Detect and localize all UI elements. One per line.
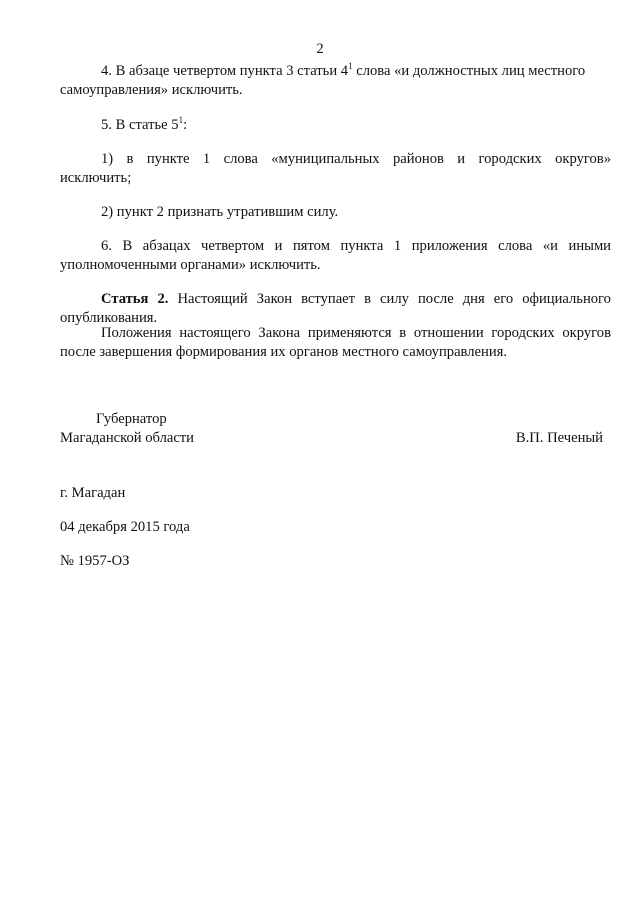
article-2-heading: Статья 2.: [101, 291, 169, 307]
article-2-line-2: опубликования.: [60, 310, 158, 326]
subitem-1-line-2: исключить;: [60, 170, 132, 186]
subitem-2: 2) пункт 2 признать утратившим силу.: [101, 204, 339, 220]
article-2-para-2-line-1: Положения настоящего Закона применяются в отношении городских округов: [101, 325, 611, 341]
footer-city: г. Магадан: [60, 485, 126, 501]
item-4-tail: слова «и должностных лиц местного: [352, 63, 586, 79]
item-4-text: 4. В абзаце четвертом пункта 3 статьи 4: [101, 63, 349, 79]
signature-position-line-1: Губернатор: [96, 411, 167, 427]
item-6-line-2: уполномоченными органами» исключить.: [60, 257, 321, 273]
page-number: 2: [316, 41, 324, 57]
article-2-text: Настоящий Закон вступает в силу после дня его официального: [168, 291, 611, 307]
signature-position-line-2: Магаданской области: [60, 430, 194, 446]
item-5: [101, 116, 187, 135]
item-4-line-2: самоуправления» исключить.: [60, 82, 243, 98]
footer-date: 04 декабря 2015 года: [60, 519, 190, 535]
item-4-line-1: [101, 62, 611, 81]
item-5-tail: :: [183, 117, 188, 133]
article-2-para-2-line-2: после завершения формирования их органов местного самоуправления.: [60, 344, 507, 360]
footer-number: № 1957-ОЗ: [60, 553, 130, 569]
item-5-superscript: 1: [178, 115, 184, 125]
article-2-line-1: [101, 290, 611, 309]
signature-name: В.П. Печеный: [515, 430, 603, 446]
item-5-text: 5. В статье 5: [101, 117, 179, 133]
item-4-superscript: 1: [348, 61, 353, 71]
subitem-1-line-1: 1) в пункте 1 слова «муниципальных районов и городских округов»: [101, 151, 611, 167]
item-6-line-1: 6. В абзацах четвертом и пятом пункта 1 приложения слова «и иными: [101, 238, 611, 254]
